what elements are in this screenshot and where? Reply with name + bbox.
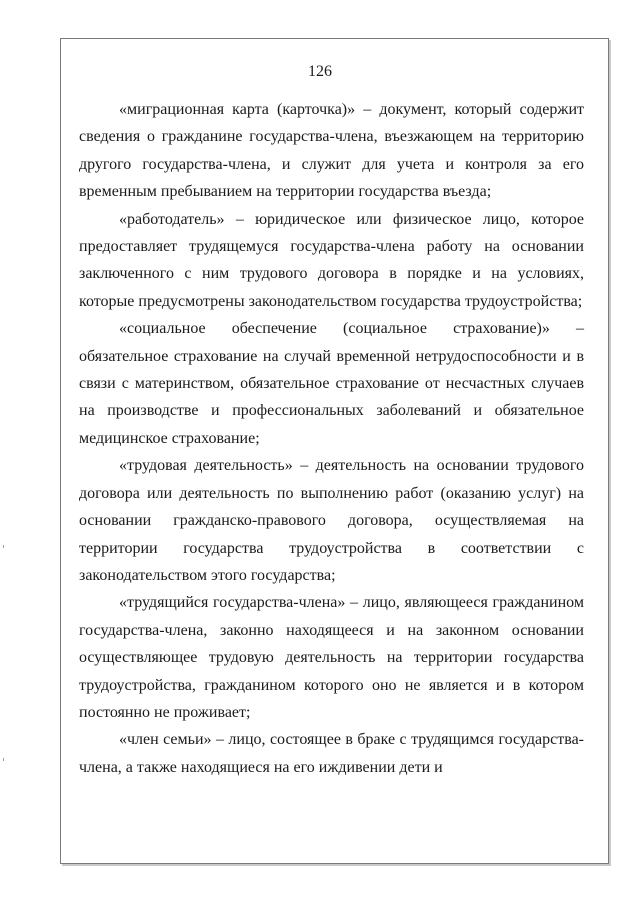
page-number: 126 xyxy=(308,63,332,80)
scan-artifact xyxy=(3,545,4,548)
document-body xyxy=(79,96,584,781)
definition-labor-activity: «трудовая деятельность» – деятельность на основании трудового договора или деятельность по выполнению работ (оказанию услуг) на основании гражданско-правового договора, осуществляемая на территории государства трудоустройства в соответствии с законодательством этого государства; xyxy=(79,457,584,584)
definition-family-member: «член семьи» – лицо, состоящее в браке с трудящимся государства-члена, а также находящиеся на его иждивении дети и xyxy=(79,731,584,776)
definition-social-security: «социальное обеспечение (социальное страхование)» – обязательное страхование на случай временной нетрудоспособности и в связи с материнством, обязательное страхование от несчастных случаев на производстве и профессиональных заболеваний и обязательное медицинское страхование; xyxy=(79,320,584,447)
definition-worker: «трудящийся государства-члена» – лицо, являющееся гражданином государства-члена, законно находящееся и на законном основании осуществляющее трудовую деятельность на территории государства трудоустройства, гражданином которого оно не является и в котором постоянно не проживает; xyxy=(79,594,584,721)
scan-artifact xyxy=(3,758,4,761)
definition-employer: «работодатель» – юридическое или физическое лицо, которое предоставляет трудящемуся государства-члена работу на основании заключенного с ним трудового договора в порядке и на условиях, которые предусмотрены законодательством государства трудоустройства; xyxy=(79,210,584,310)
definition-migration-card: «миграционная карта (карточка)» – документ, который содержит сведения о гражданине государства-члена, въезжающем на территорию другого государства-члена, и служит для учета и контроля за его временным пребыванием на территории государства въезда; xyxy=(79,101,584,201)
